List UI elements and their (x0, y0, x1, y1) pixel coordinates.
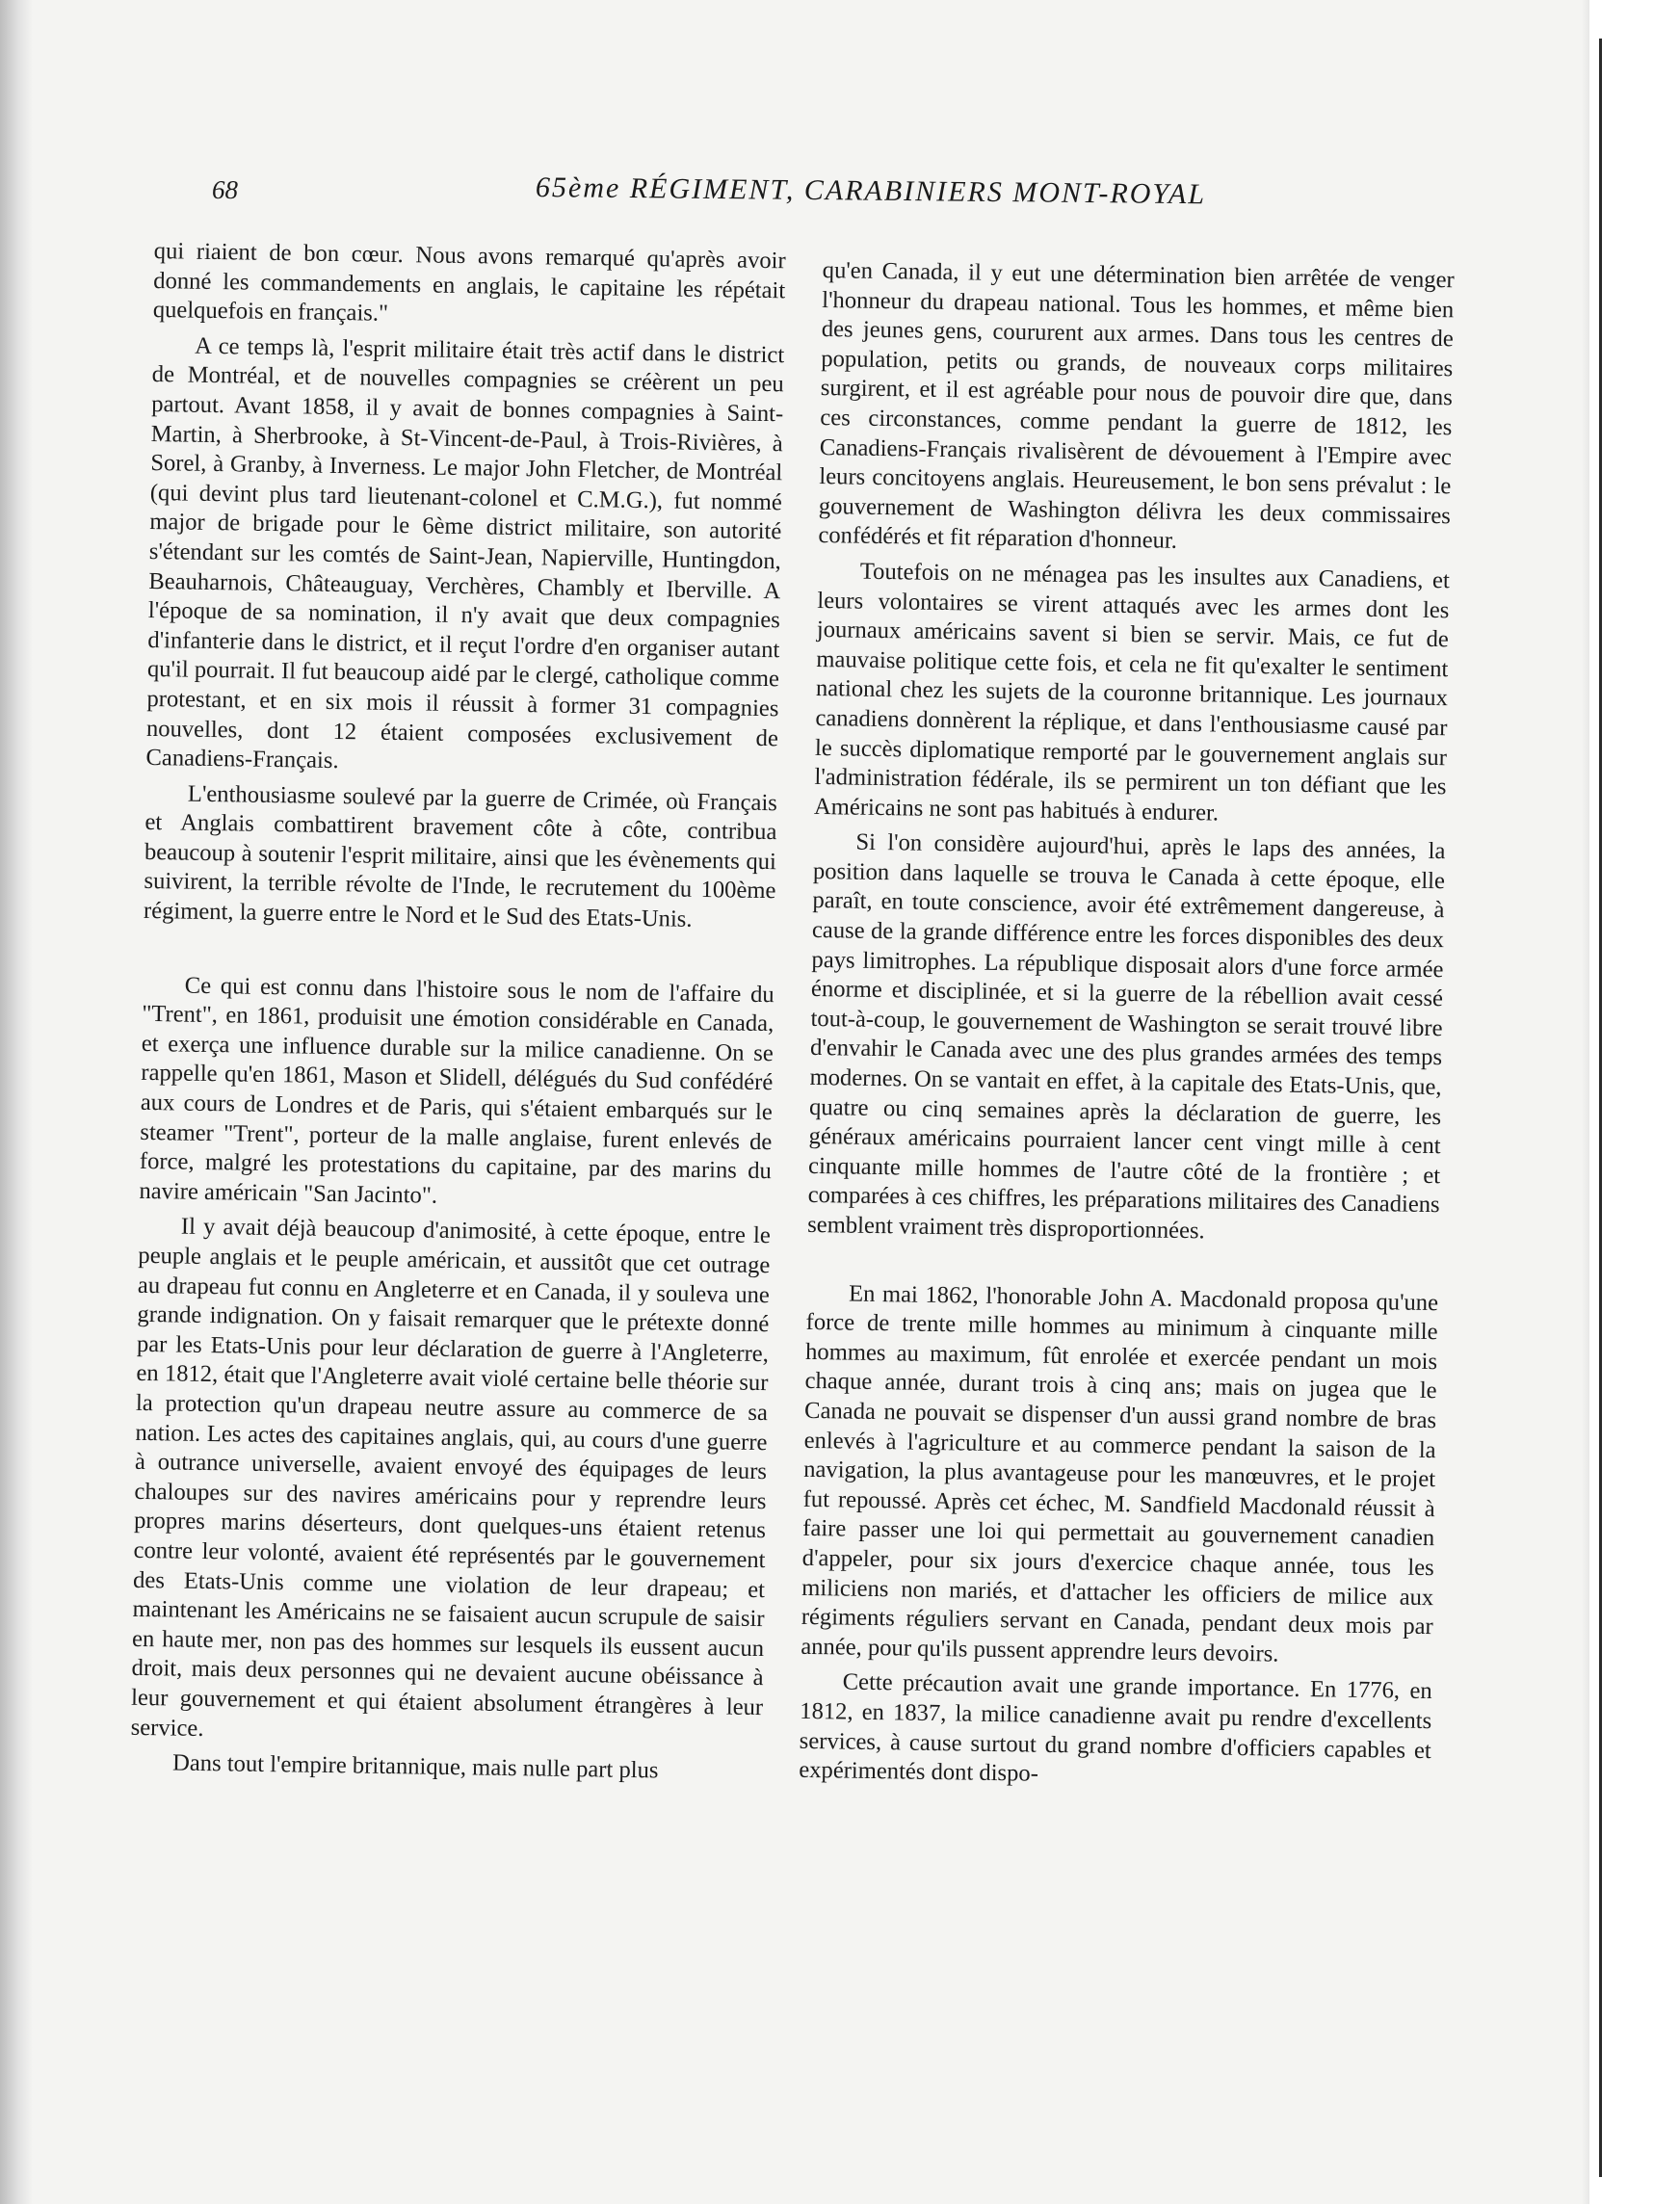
page-right-margin (1589, 0, 1680, 2204)
paragraph: A ce temps là, l'esprit militaire était très actif dans le district de Montréal, et de nouvelles compagnies se créèrent un peu partout. Avant 1858, il y avait de bonnes compagnies à Saint-Martin, à Sherbrooke, à St-Vincent-de-Paul, à Trois-Rivières, à Sorel, à Granby, à Inverness. Le major John Fletcher, de Montréal (qui devint plus tard lieutenant-colonel et C.M.G.), fut nommé major de brigade pour le 6ème district militaire, son autorité s'étendant sur les comtés de Saint-Jean, Napierville, Huntingdon, Beauharnois, Châteauguay, Verchères, Chambly et Iberville. A l'époque de sa nomination, il n'y avait que deux compagnies d'infanterie dans le district, et il reçut l'ordre d'en organiser autant qu'il pourrait. Il fut beaucoup aidé par le clergé, catholique comme protestant, et en six mois il réussit à former 31 compagnies nouvelles, dont 12 étaient composées exclusivement de Canadiens-Français. (145, 332, 785, 774)
paragraph: qui riaient de bon cœur. Nous avons remarqué qu'après avoir donné les commandements en anglais, le capitaine les répétait quelquefois en français." (152, 237, 786, 328)
paragraph: Cette précaution avait une grande importance. En 1776, en 1812, en 1837, la milice canadienne avait pu rendre d'excellents services, à cause surtout du grand nombre d'officiers capables et expérimentés dont dispo- (799, 1668, 1432, 1787)
paragraph: Ce qui est connu dans l'histoire sous le nom de l'affaire du "Trent", en 1861, produisit une émotion considérable en Canada, et exerça une influence durable sur la milice canadienne. On se rappelle qu'en 1861, Mason et Slidell, délégués du Sud confédéré aux cours de Londres et de Paris, qui s'étaient embarqués sur le steamer "Trent", porteur de la malle anglaise, furent enlevés de force, malgré les protestations du capitaine, par des marins du navire américain "San Jacinto". (139, 972, 774, 1209)
page-number: 68 (212, 175, 238, 204)
paragraph: Toutefois on ne ménagea pas les insultes aux Canadiens, et leurs volontaires se virent attaqués avec les armes dont les journaux américains savent si bien se servir. Mais, ce fut de mauvaise politique cette fois, et cela ne fit qu'exalter le sentiment national chez les sujets de la couronne britannique. Les journaux canadiens donnèrent la réplique, et dans l'enthousiasme causé par le succès diplomatique remporté par le gouvernement anglais sur l'administration fédérale, ils se permirent un ton défiant que les Américains ne sont pas habitués à endurer. (813, 558, 1451, 826)
paragraph: Si l'on considère aujourd'hui, après le laps des années, la position dans laquelle se trouva le Canada à cette époque, elle paraît, en toute conscience, avoir été extrêmement dangereuse, à cause de la grande différence entre les forces disponibles des deux pays limitrophes. La république disposait alors d'une force armée énorme et disciplinée, et si la guerre de la rébellion avait cessé tout-à-coup, le gouvernement de Washington se serait trouvé libre d'envahir le Canada avec une des plus grandes armées des temps modernes. On se vantait en effet, à la capitale des Etats-Unis, que, quatre ou cinq semaines après la déclaration de guerre, les généraux américains pourraient lancer cent vingt mille à cent cinquante mille hommes de l'autre côté de la frontière ; et comparées à ces chiffres, les préparations militaires des Canadiens semblent vraiment très disproportionnées. (806, 828, 1446, 1245)
page-left-edge (0, 0, 33, 2204)
paragraph: L'enthousiasme soulevé par la guerre de Crimée, où Français et Anglais combattirent bravement côte à côte, contribua beaucoup à soutenir l'esprit militaire, ainsi que les évènements qui suivirent, la terrible révolte de l'Inde, le recrutement du 100ème régiment, la guerre entre le Nord et le Sud des Etats-Unis. (143, 780, 778, 932)
paragraph: En mai 1862, l'honorable John A. Macdonald proposa qu'une force de trente mille hommes au minimum à cinquante mille hommes au maximum, fût enrolée et exercée pendant un mois chaque année, durant trois à cinq ans; mais on jugea que le Canada ne pouvait se dispenser d'un aussi grand nombre de bras enlevés à l'agriculture et au commerce pendant la saison de la navigation, la plus avantageuse pour les manœuvres, et le projet fut repoussé. Après cet échec, M. Sandfield Macdonald réussit à faire passer une loi qui permettait au gouvernement canadien d'appeler, pour six jours d'exercice chaque année, tous les miliciens non mariés, et d'attacher les officiers de milice aux régiments réguliers servant en Canada, pendant deux mois par année, pour qu'ils pussent apprendre leurs devoirs. (801, 1280, 1439, 1667)
running-title: 65ème RÉGIMENT, CARABINIERS MONT-ROYAL (535, 171, 1207, 211)
page-fold-line (1599, 39, 1602, 2177)
paragraph: Il y avait déjà beaucoup d'animosité, à cette époque, entre le peuple anglais et le peuple américain, et aussitôt que cet outrage au drapeau fut connu en Angleterre et en Canada, il y souleva une grande indignation. On y faisait remarquer que le prétexte donné par les Etats-Unis pour leur déclaration de guerre à l'Angleterre, en 1812, était que l'Angleterre avait violé certaine belle théorie sur la protection qu'un drapeau neutre assure au commerce de sa nation. Les actes des capitaines anglais, qui, au cours d'une guerre à outrance universelle, avaient envoyé des équipages de leurs chaloupes sur des navires américains pour y reprendre leurs propres marins déserteurs, dont quelques-uns étaient retenus contre leur volonté, avaient été représentés par le gouvernement des Etats-Unis comme une violation de leur drapeau; et maintenant les Américains ne se faisaient aucun scrupule de saisir en haute mer, non pas des hommes sur lesquels ils eussent aucun droit, mais deux personnes qui ne devaient aucune obéissance à leur gouvernement et qui étaient absolument étrangères à leur service. (130, 1213, 772, 1742)
left-text-column (130, 237, 786, 1794)
paragraph: Dans tout l'empire britannique, mais nulle part plus (171, 1749, 659, 1784)
page-header (0, 171, 1680, 229)
right-text-column (799, 256, 1455, 1801)
paragraph: qu'en Canada, il y eut une détermination bien arrêtée de venger l'honneur du drapeau national. Tous les hommes, et même bien des jeunes gens, coururent aux armes. Dans tous les centres de population, petits ou grands, de nouveaux corps militaires surgirent, et il est agréable pour nous de pouvoir dire que, dans ces circonstances, comme pendant la guerre de 1812, les Canadiens-Français rivalisèrent de dévouement à l'Empire avec leurs concitoyens anglais. Heureusement, le bon sens prévalut : le gouvernement de Washington délivra les deux commissaires confédérés et fit réparation d'honneur. (818, 256, 1455, 555)
